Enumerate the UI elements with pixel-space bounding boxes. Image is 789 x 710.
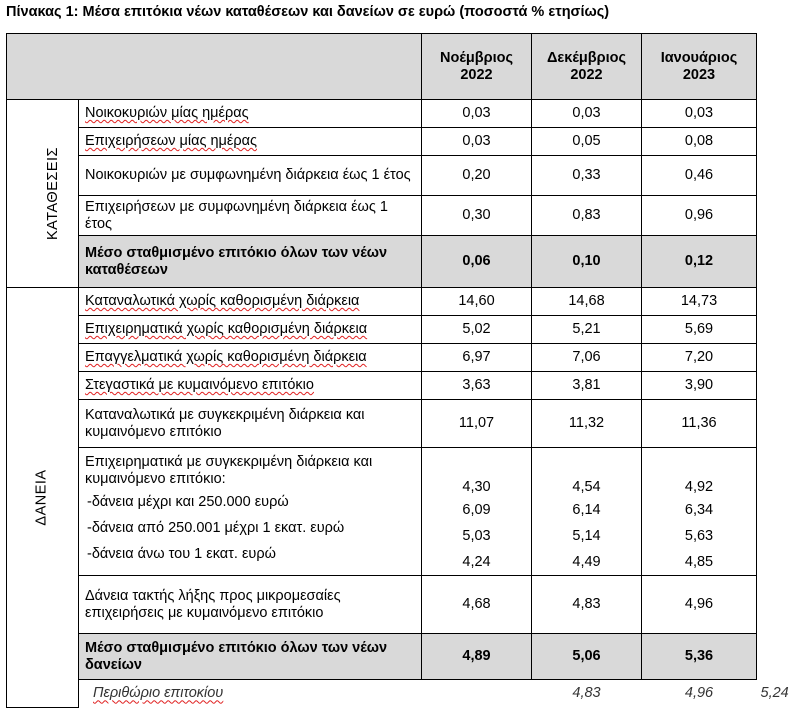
row-label: Επαγγελματικά χωρίς καθορισμένη διάρκεια [79, 344, 422, 372]
row-label: Καταναλωτικά με συγκεκριμένη διάρκεια και κυμαινόμενο επιτόκιο [79, 400, 422, 448]
value-cell: 11,36 [642, 400, 757, 448]
table-row [7, 156, 757, 196]
row-label: Δάνεια τακτής λήξης προς μικρομεσαίες επιχειρήσεις με κυμαινόμενο επιτόκιο [79, 576, 422, 634]
value-cell: 7,20 [642, 344, 757, 372]
value-cell: 5,02 [422, 316, 532, 344]
row-label: Νοικοκυριών με συμφωνημένη διάρκεια έως 1 έτος [79, 156, 422, 196]
deposits-side-label: ΚΑΤΑΘΕΣΕΙΣ [7, 100, 79, 288]
table-row [7, 316, 757, 344]
value-cell: 11,07 [422, 400, 532, 448]
sub-label: -δάνεια άνω του 1 εκατ. ευρώ [87, 546, 276, 562]
value-cell: 5,69 [642, 316, 757, 344]
table-title: Πίνακας 1: Μέσα επιτόκια νέων καταθέσεων και δανείων σε ευρώ (ποσοστά % ετησίως) [6, 4, 610, 20]
value-cell: 4,89 [422, 634, 532, 680]
value-cell: 0,03 [422, 100, 532, 128]
table-row [7, 344, 757, 372]
value-cell: 5,36 [642, 634, 757, 680]
value-cell: 0,03 [422, 128, 532, 156]
value-cell: 0,46 [642, 156, 757, 196]
value-cell: 0,08 [642, 128, 757, 156]
value-cell: 0,06 [422, 236, 532, 288]
value-cell: 4,83 [532, 680, 642, 708]
header-blank [7, 34, 422, 100]
value-cell: 0,12 [642, 236, 757, 288]
value-cell: 14,73 [642, 288, 757, 316]
column-header-dec-2022: Δεκέμβριος 2022 [532, 34, 642, 100]
margin-row: Περιθώριο επιτοκίου 4,83 4,96 5,24 [7, 680, 757, 708]
row-label: Μέσο σταθμισμένο επιτόκιο όλων των νέων δανείων [79, 634, 422, 680]
row-label [79, 448, 422, 576]
table-row [7, 372, 757, 400]
margin-label: Περιθώριο επιτοκίου [79, 680, 532, 708]
value-cell: 0,03 [642, 100, 757, 128]
column-header-jan-2023: Ιανουάριος 2023 [642, 34, 757, 100]
value-cell: 3,63 [422, 372, 532, 400]
column-header-nov-2022: Νοέμβριος 2022 [422, 34, 532, 100]
sub-label: -δάνεια από 250.001 μέχρι 1 εκατ. ευρώ [87, 520, 345, 536]
value-cell: 5,21 [532, 316, 642, 344]
row-label: Νοικοκυριών μίας ημέρας [79, 100, 422, 128]
value-cell: 0,05 [532, 128, 642, 156]
value-cell: 4,68 [422, 576, 532, 634]
sub-label: -δάνεια μέχρι και 250.000 ευρώ [87, 494, 289, 510]
value-cell: 0,20 [422, 156, 532, 196]
value-cell: 0,83 [532, 196, 642, 236]
value-cell: 0,30 [422, 196, 532, 236]
value-cell: 6,97 [422, 344, 532, 372]
value-cell: 4,83 [532, 576, 642, 634]
row-label: Επιχειρηματικά χωρίς καθορισμένη διάρκεια [79, 316, 422, 344]
table-row [7, 100, 757, 128]
value-cell: 0,96 [642, 196, 757, 236]
value-cell: 4,96 [642, 576, 757, 634]
table-row [7, 196, 757, 236]
value-cell: 14,68 [532, 288, 642, 316]
value-cell: 14,60 [422, 288, 532, 316]
value-cell: 11,32 [532, 400, 642, 448]
row-label: Στεγαστικά με κυμαινόμενο επιτόκιο [79, 372, 422, 400]
business-loans-group-row [7, 448, 757, 576]
table-row [7, 400, 757, 448]
row-label: Μέσο σταθμισμένο επιτόκιο όλων των νέων καταθέσεων [79, 236, 422, 288]
row-label: Καταναλωτικά χωρίς καθορισμένη διάρκεια [79, 288, 422, 316]
row-label: Επιχειρήσεων μίας ημέρας [79, 128, 422, 156]
deposits-total-row [7, 236, 757, 288]
table-row [7, 576, 757, 634]
value-cell: 3,81 [532, 372, 642, 400]
row-label: Επιχειρήσεων με συμφωνημένη διάρκεια έως 1 έτος [79, 196, 422, 236]
value-cell: 3,90 [642, 372, 757, 400]
value-cell-group-nov: 4,30 6,09 5,03 4,24 [422, 448, 532, 576]
table-row [7, 288, 757, 316]
header-row [7, 34, 757, 100]
value-cell: 0,33 [532, 156, 642, 196]
value-cell: 0,03 [532, 100, 642, 128]
value-cell-group-jan: 4,92 6,34 5,63 4,85 [642, 448, 757, 576]
value-cell: 0,10 [532, 236, 642, 288]
value-cell-group-dec: 4,54 6,14 5,14 4,49 [532, 448, 642, 576]
business-group-label: Επιχειρηματικά με συγκεκριμένη διάρκεια και κυμαινόμενο επιτόκιο: [85, 454, 373, 487]
interest-rates-table [6, 33, 789, 708]
loans-side-label: ΔΑΝΕΙΑ [7, 288, 79, 708]
value-cell: 4,96 [642, 680, 757, 708]
value-cell: 7,06 [532, 344, 642, 372]
loans-total-row [7, 634, 757, 680]
table-row [7, 128, 757, 156]
value-cell: 5,06 [532, 634, 642, 680]
